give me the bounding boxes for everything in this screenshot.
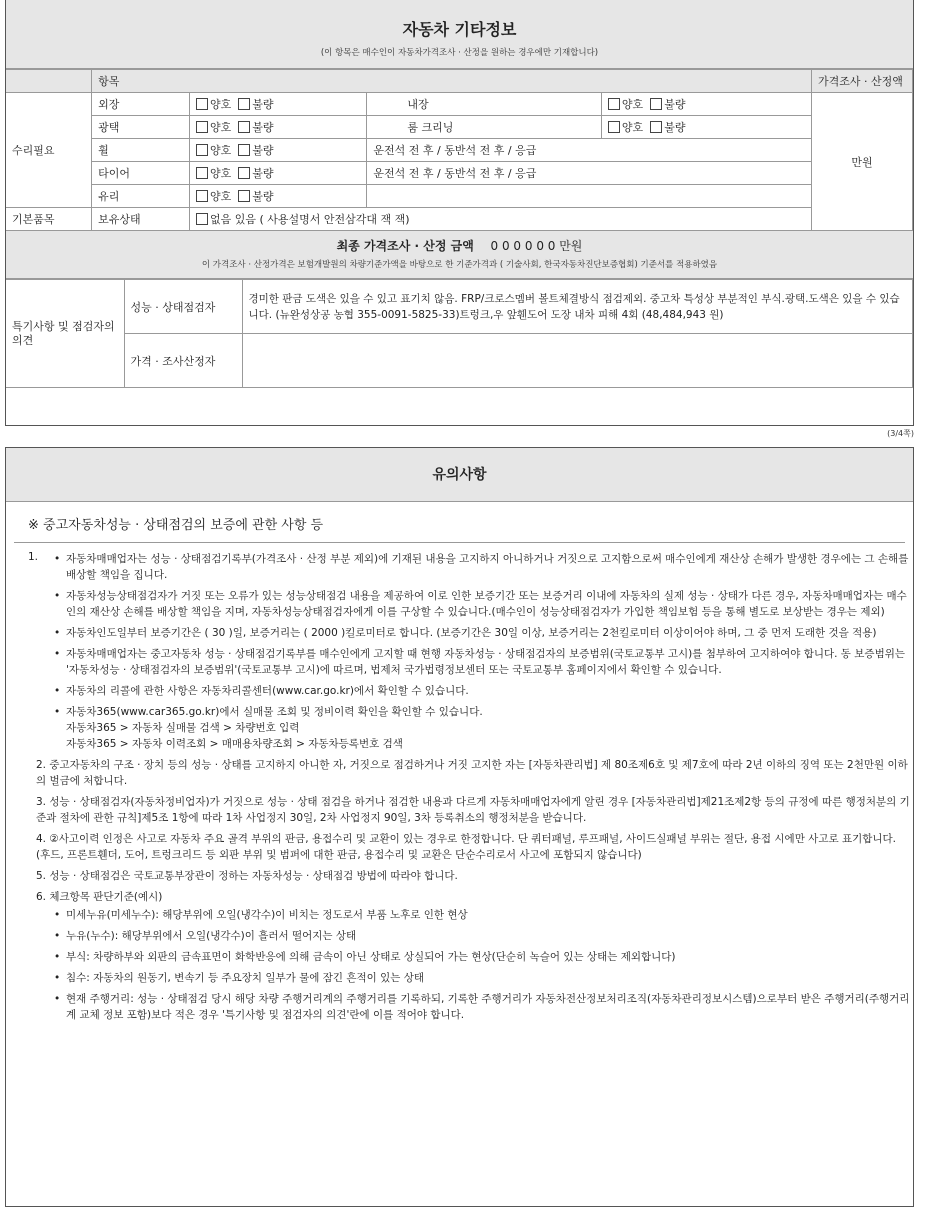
tire-detail: 운전석 전 후 / 동반석 전 후 / 응급 xyxy=(367,162,812,185)
bad-label: 불량 xyxy=(252,98,274,111)
list-item: • 자동차인도일부터 보증기간은 ( 30 )일, 보증거리는 ( 2000 )킬로미터로 합니다. (보증기간은 30일 이상, 보증거리는 2천킬로미터 이상이어야 하며, 그 중 먼저 도래한 것을 적용) xyxy=(54,625,913,641)
item-header: 항목 xyxy=(92,70,812,93)
page-number: (3/4쪽) xyxy=(887,429,914,438)
list-item: • 자동차365(www.car365.go.kr)에서 실매물 조회 및 정비이력 확인을 확인할 수 있습니다. 자동차365 > 자동차 실매물 검색 > 차량번호 입력 자동차365 > 자동차 이력조회 > 매매용차량조회 > 자동차등록번호 검색 xyxy=(54,704,913,752)
bad-label: 불량 xyxy=(664,121,686,134)
good-label: 양호 xyxy=(210,144,232,157)
checkbox-good[interactable] xyxy=(196,167,208,179)
item-interior: 내장 xyxy=(367,93,602,116)
section-title: 자동차 기타정보 xyxy=(402,20,517,39)
item-glass: 유리 xyxy=(92,185,190,208)
bad-label: 불량 xyxy=(252,144,274,157)
category-basic: 기본품목 xyxy=(6,208,92,231)
final-title: 최종 가격조사 · 산정 금액 xyxy=(336,239,474,253)
wheel-detail: 운전석 전 후 / 동반석 전 후 / 응급 xyxy=(367,139,812,162)
checkbox-bad[interactable] xyxy=(650,98,662,110)
final-amount: 0 0 0 0 0 0 만원 xyxy=(490,239,583,253)
checkbox-good[interactable] xyxy=(608,98,620,110)
owned-detail: 없음 있음 ( 사용설명서 안전삼각대 잭 잭) xyxy=(210,213,410,226)
note-5: 5. 성능 · 상태점검은 국토교통부장관이 정하는 자동차성능 · 상태점검 방법에 따라야 합니다. xyxy=(36,870,458,882)
list-item: • 누유(누수): 해당부위에서 오일(냉각수)이 흘러서 떨어지는 상태 xyxy=(54,928,913,944)
item-wheel: 휠 xyxy=(92,139,190,162)
special-label: 특기사항 및 점검자의 의견 xyxy=(6,280,124,388)
notes-heading: ※ 중고자동차성능 · 상태점검의 보증에 관한 사항 등 xyxy=(28,518,324,533)
bad-label: 불량 xyxy=(252,167,274,180)
checkbox-bad[interactable] xyxy=(238,144,250,156)
bullets-list-1 xyxy=(54,551,913,752)
checkbox-good[interactable] xyxy=(196,121,208,133)
bad-label: 불량 xyxy=(252,190,274,203)
good-label: 양호 xyxy=(621,121,644,134)
item-room-cleaning: 룸 크리닝 xyxy=(367,116,602,139)
vehicle-other-info-section xyxy=(5,0,914,426)
note-3: 3. 성능 · 상태점검자(자동차정비업자)가 거짓으로 성능 · 상태 점검을 하거나 점검한 내용과 다르게 자동차매매업자에게 알린 경우 [자동차관리법]제21조제2항 등의 규정에 따른 행정처분의 기준과 절차에 관한 규칙]제5조 1항에 따라 1차 사업정지 30일, 2차 사업정지 90일, 3차 등록취소의 행정처분을 받습니다. xyxy=(36,796,910,824)
checkbox-bad[interactable] xyxy=(650,121,662,133)
checkbox-good[interactable] xyxy=(196,98,208,110)
bad-label: 불량 xyxy=(664,98,686,111)
appraiser-text xyxy=(242,334,913,388)
item-owned: 보유상태 xyxy=(92,208,190,231)
list-item: • 미세누유(미세누수): 해당부위에 오일(냉각수)이 비치는 정도로서 부품 노후로 인한 현상 xyxy=(54,907,913,923)
list-item: • 자동차성능상태점검자가 거짓 또는 오류가 있는 성능상태점검 내용을 제공하여 이로 인한 보증기간 또는 보증거리 이내에 자동차의 실제 성능 · 상태가 다른 경우, 자동차매매업자는 매수인의 재산상 손해를 배상할 책임을 지며, 자동차성능상태점검자에게 이를 구상할 수 있습니다.(매수인이 성능상태점검자가 가입한 책임보험 등을 통해 별도로 보상받는 경우는 제외) xyxy=(54,588,913,620)
list-item: • 부식: 차량하부와 외판의 금속표면이 화학반응에 의해 금속이 아닌 상태로 상실되어 가는 현상(단순히 녹슬어 있는 상태는 제외합니다) xyxy=(54,949,913,965)
checkbox-bad[interactable] xyxy=(238,190,250,202)
list-item: • 자동차매매업자는 성능 · 상태점검기록부(가격조사 · 산정 부분 제외)에 기재된 내용을 고지하지 아니하거나 거짓으로 고지함으로써 매수인에게 재산상 손해가 발생한 경우에는 그 손해를 배상할 책임을 집니다. xyxy=(54,551,913,583)
item-exterior: 외장 xyxy=(92,93,190,116)
good-label: 양호 xyxy=(210,98,232,111)
checkbox-none[interactable] xyxy=(196,213,208,225)
checkbox-bad[interactable] xyxy=(238,98,250,110)
checkbox-good[interactable] xyxy=(608,121,620,133)
appraiser-label: 가격 · 조사산정자 xyxy=(124,334,242,388)
checkbox-good[interactable] xyxy=(196,144,208,156)
price-amount: 만원 xyxy=(812,93,913,231)
repair-table xyxy=(6,69,913,231)
note-6: 6. 체크항목 판단기준(예시) xyxy=(36,891,163,903)
price-header: 가격조사 · 산정액 xyxy=(812,70,913,93)
category-repair: 수리필요 xyxy=(6,93,92,208)
final-note: 이 가격조사 · 산정가격은 보험개발원의 차량기준가액을 바탕으로 한 기준가격과 ( 기술사회, 한국자동차진단보증협회) 기준서를 적용하였음 xyxy=(201,260,718,270)
section-subtitle: (이 항목은 매수인이 자동차가격조사 · 산정을 원하는 경우에만 기재합니다) xyxy=(320,48,599,58)
checkbox-bad[interactable] xyxy=(238,121,250,133)
item-1-number: 1. xyxy=(28,551,39,563)
list-item: • 현재 주행거리: 성능 · 상태점검 당시 해당 차량 주행거리계의 주행거리를 기록하되, 기록한 주행거리가 자동차전산정보처리조직(자동차관리정보시스템)으로부터 받은 주행거리(주행거리계 교체 정보 포함)보다 적은 경우 '특기사항 및 점검자의 의견'란에 이를 적어야 합니다. xyxy=(54,991,913,1023)
note-4: 4. ②사고이력 인정은 사고로 자동차 주요 골격 부위의 판금, 용접수리 및 교환이 있는 경우로 한정합니다. 단 쿼터패널, 루프패널, 사이드실패널 부위는 절단, 용접 시에만 사고로 표기합니다. (후드, 프론트휀더, 도어, 트렁크리드 등 외판 부위 및 범퍼에 대한 판금, 용접수리 및 교환은 단순수리로서 사고에 포함되지 않습니다) xyxy=(36,833,896,861)
notes-title: 유의사항 xyxy=(6,448,913,502)
bullets-list-6 xyxy=(54,907,913,1023)
inspector-text: 경미한 판금 도색은 있을 수 있고 표기치 않음. FRP/크로스멤버 볼트체결방식 점검제외. 중고차 특성상 부분적인 부식.광택.도색은 있을 수 있습니다. (뉴완성상공 농협 355-0091-5825-33)트렁크,우 앞휀도어 도장 내차 피해 4회 (48,484,943 원) xyxy=(242,280,913,334)
good-label: 양호 xyxy=(210,190,232,203)
checkbox-good[interactable] xyxy=(196,190,208,202)
list-item: • 자동차의 리콜에 관한 사항은 자동차리콜센터(www.car.go.kr)에서 확인할 수 있습니다. xyxy=(54,683,913,699)
special-table xyxy=(6,279,913,388)
checkbox-bad[interactable] xyxy=(238,167,250,179)
note-2: 2. 중고자동차의 구조 · 장치 등의 성능 · 상태를 고지하지 아니한 자, 거짓으로 점검하거나 거짓 고지한 자는 [자동차관리법] 제 80조제6호 및 제7호에 따라 2년 이하의 징역 또는 2천만원 이하의 벌금에 처합니다. xyxy=(36,759,908,787)
inspector-label: 성능 · 상태점검자 xyxy=(124,280,242,334)
good-label: 양호 xyxy=(210,121,232,134)
item-gloss: 광택 xyxy=(92,116,190,139)
item-tire: 타이어 xyxy=(92,162,190,185)
list-item: • 침수: 자동차의 원동기, 변속기 등 주요장치 일부가 물에 잠긴 흔적이 있는 상태 xyxy=(54,970,913,986)
good-label: 양호 xyxy=(210,167,232,180)
good-label: 양호 xyxy=(621,98,644,111)
list-item: • 자동차매매업자는 중고자동차 성능 · 상태점검기록부를 매수인에게 고지할 때 현행 자동차성능 · 상태점검자의 보증범위(국토교통부 고시)를 첨부하여 고지하여야 합니다. 동 보증범위는 '자동차성능 · 상태점검자의 보증범위'(국토교통부 고시)에 따르며, 법제처 국가법령정보센터 또는 국토교통부 홈페이지에서 확인할 수 있습니다. xyxy=(54,646,913,678)
bad-label: 불량 xyxy=(252,121,274,134)
notes-section xyxy=(5,447,914,1207)
